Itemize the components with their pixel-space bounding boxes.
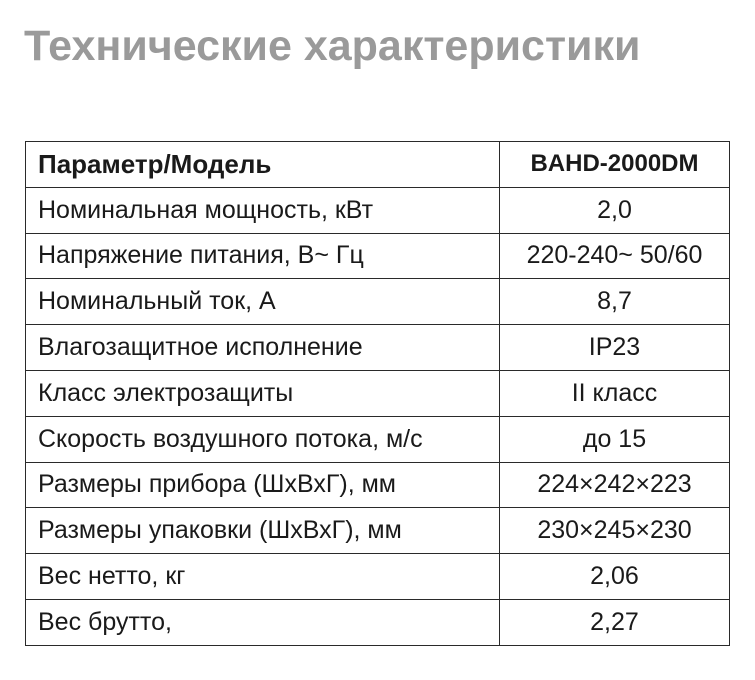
- table-row: [26, 508, 730, 554]
- row-value: 220-240~ 50/60: [500, 233, 730, 279]
- row-param: Номинальная мощность, кВт: [26, 187, 500, 233]
- row-value: 8,7: [500, 279, 730, 325]
- table-row: [26, 325, 730, 371]
- header-model: BAHD-2000DM: [500, 142, 730, 188]
- row-value: 2,27: [500, 599, 730, 645]
- row-param: Вес брутто,: [26, 599, 500, 645]
- table-row: [26, 370, 730, 416]
- row-value: до 15: [500, 416, 730, 462]
- row-param: Скорость воздушного потока, м/с: [26, 416, 500, 462]
- table-row: [26, 416, 730, 462]
- table-row: [26, 554, 730, 600]
- row-value: 230×245×230: [500, 508, 730, 554]
- spec-table: [25, 141, 730, 646]
- table-row: [26, 462, 730, 508]
- header-param: Параметр/Модель: [26, 142, 500, 188]
- row-value: 224×242×223: [500, 462, 730, 508]
- table-header-row: [26, 142, 730, 188]
- row-param: Номинальный ток, А: [26, 279, 500, 325]
- page-title: Технические характеристики: [24, 22, 641, 70]
- table-row: [26, 599, 730, 645]
- row-param: Размеры прибора (ШхВхГ), мм: [26, 462, 500, 508]
- row-value: 2,06: [500, 554, 730, 600]
- table-row: [26, 187, 730, 233]
- row-value: 2,0: [500, 187, 730, 233]
- table-row: [26, 279, 730, 325]
- row-param: Напряжение питания, В~ Гц: [26, 233, 500, 279]
- row-value: II класс: [500, 370, 730, 416]
- row-param: Класс электрозащиты: [26, 370, 500, 416]
- table-row: [26, 233, 730, 279]
- row-param: Влагозащитное исполнение: [26, 325, 500, 371]
- row-param: Вес нетто, кг: [26, 554, 500, 600]
- row-value: IP23: [500, 325, 730, 371]
- row-param: Размеры упаковки (ШхВхГ), мм: [26, 508, 500, 554]
